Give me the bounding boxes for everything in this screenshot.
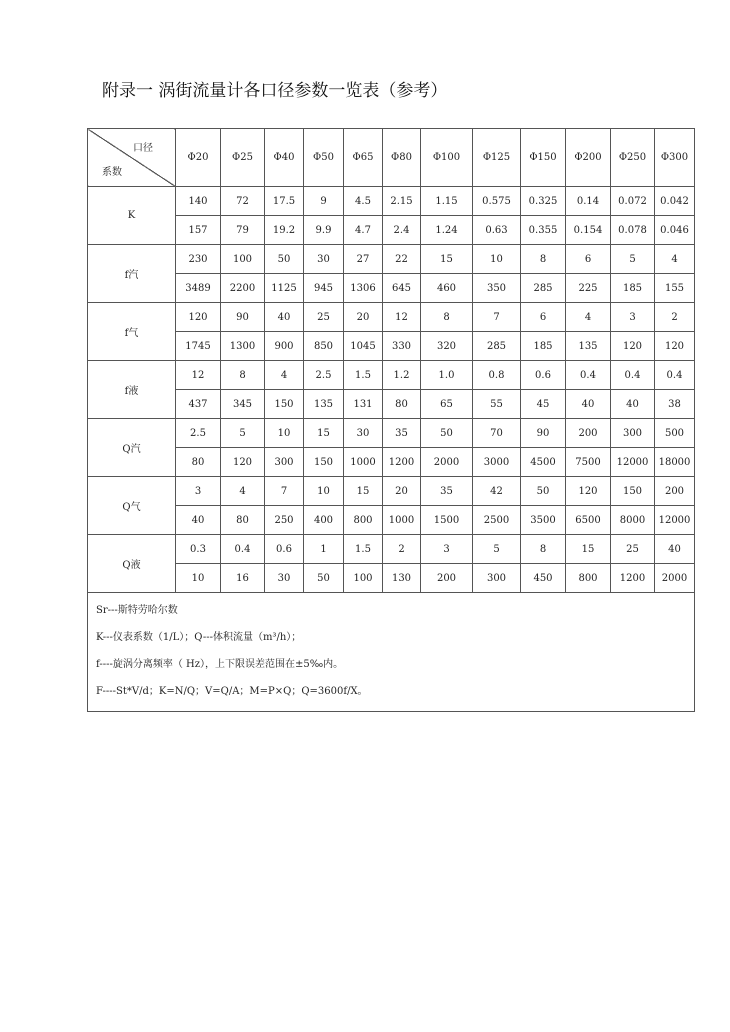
table-row (88, 535, 695, 564)
note-line: K---仪表系数（1/L）；Q---体积流量（m³/h）； (96, 632, 302, 643)
table-cell: 45 (521, 390, 566, 419)
table-cell: 55 (473, 390, 521, 419)
table-cell: 437 (176, 390, 221, 419)
table-cell: 7500 (566, 448, 611, 477)
table-cell: 150 (611, 477, 655, 506)
table-cell: 2.5 (304, 361, 344, 390)
table-cell: 120 (566, 477, 611, 506)
table-cell: 120 (221, 448, 265, 477)
table-cell: 1.5 (344, 535, 383, 564)
table-cell: 850 (304, 332, 344, 361)
column-header-cell: Φ50 (304, 129, 344, 187)
table-cell: 5 (221, 419, 265, 448)
table-cell: 8000 (611, 506, 655, 535)
table-cell: 79 (221, 216, 265, 245)
column-header-cell: Φ200 (566, 129, 611, 187)
table-cell: 4.5 (344, 187, 383, 216)
table-cell: 350 (473, 274, 521, 303)
table-cell: 0.4 (655, 361, 695, 390)
table-cell: 1.15 (421, 187, 473, 216)
corner-label-coefficient: 系数 (102, 167, 122, 178)
table-cell: 900 (265, 332, 304, 361)
table-row (88, 274, 695, 303)
table-cell: 3 (611, 303, 655, 332)
table-cell: 80 (176, 448, 221, 477)
table-cell: 15 (344, 477, 383, 506)
table-cell: 645 (383, 274, 421, 303)
table-cell: 12000 (611, 448, 655, 477)
table-cell: 300 (611, 419, 655, 448)
table-cell: 30 (344, 419, 383, 448)
table-cell: 5 (611, 245, 655, 274)
corner-label-diameter: 口径 (133, 143, 153, 154)
notes-cell (88, 593, 695, 712)
table-cell: 330 (383, 332, 421, 361)
table-cell: 3000 (473, 448, 521, 477)
table-cell: 450 (521, 564, 566, 593)
table-cell: 9 (304, 187, 344, 216)
table-cell: 7 (473, 303, 521, 332)
table-cell: 1306 (344, 274, 383, 303)
table-cell: 9.9 (304, 216, 344, 245)
table-cell: 12000 (655, 506, 695, 535)
table-row (88, 216, 695, 245)
table-cell: 90 (521, 419, 566, 448)
table-cell: 27 (344, 245, 383, 274)
table-cell: 50 (265, 245, 304, 274)
table-cell: 0.078 (611, 216, 655, 245)
table-cell: 800 (344, 506, 383, 535)
table-cell: 1000 (344, 448, 383, 477)
table-cell: 0.4 (566, 361, 611, 390)
page-title: 附录一 涡街流量计各口径参数一览表（参考） (102, 81, 448, 101)
table-cell: 200 (421, 564, 473, 593)
table-cell: 15 (421, 245, 473, 274)
table-cell: 25 (611, 535, 655, 564)
table-cell: 10 (265, 419, 304, 448)
table-cell: 4 (265, 361, 304, 390)
table-row (88, 332, 695, 361)
table-cell: 15 (304, 419, 344, 448)
table-cell: 80 (221, 506, 265, 535)
table-cell: 285 (473, 332, 521, 361)
table-cell: 135 (566, 332, 611, 361)
column-header-cell: Φ25 (221, 129, 265, 187)
table-cell: 300 (473, 564, 521, 593)
table-cell: 0.4 (611, 361, 655, 390)
column-header-cell: Φ250 (611, 129, 655, 187)
table-cell: 0.325 (521, 187, 566, 216)
table-row (88, 419, 695, 448)
table-cell: 2.15 (383, 187, 421, 216)
table-cell: 0.6 (521, 361, 566, 390)
table-cell: 50 (304, 564, 344, 593)
table-cell: 131 (344, 390, 383, 419)
table-cell: 2.5 (176, 419, 221, 448)
table-cell: 4 (566, 303, 611, 332)
table-cell: 20 (344, 303, 383, 332)
table-cell: 35 (383, 419, 421, 448)
table-row (88, 303, 695, 332)
row-group-label: Q汽 (88, 419, 176, 477)
table-cell: 4 (221, 477, 265, 506)
table-cell: 8 (521, 535, 566, 564)
table-cell: 40 (611, 390, 655, 419)
table-cell: 100 (221, 245, 265, 274)
table-cell: 1500 (421, 506, 473, 535)
table-cell: 185 (611, 274, 655, 303)
table-cell: 40 (265, 303, 304, 332)
table-cell: 2000 (655, 564, 695, 593)
table-cell: 25 (304, 303, 344, 332)
table-cell: 2 (655, 303, 695, 332)
table-cell: 1.0 (421, 361, 473, 390)
table-cell: 72 (221, 187, 265, 216)
table-cell: 0.3 (176, 535, 221, 564)
table-cell: 0.355 (521, 216, 566, 245)
table-cell: 2000 (421, 448, 473, 477)
table-cell: 0.072 (611, 187, 655, 216)
column-header-cell: Φ20 (176, 129, 221, 187)
table-row (88, 361, 695, 390)
table-row (88, 564, 695, 593)
column-header-cell: Φ150 (521, 129, 566, 187)
table-cell: 1125 (265, 274, 304, 303)
column-header-cell: Φ80 (383, 129, 421, 187)
notes-row (88, 593, 695, 712)
table-cell: 1 (304, 535, 344, 564)
note-line: F----St*V/d；K=N/Q；V=Q/A；M=P×Q；Q=3600f/X。 (96, 686, 368, 697)
table-cell: 5 (473, 535, 521, 564)
row-group-label: Q气 (88, 477, 176, 535)
table-cell: 19.2 (265, 216, 304, 245)
table-cell: 185 (521, 332, 566, 361)
corner-header-cell (88, 129, 176, 187)
table-cell: 320 (421, 332, 473, 361)
table-row (88, 187, 695, 216)
table-cell: 1200 (383, 448, 421, 477)
table-cell: 40 (566, 390, 611, 419)
column-header-cell: Φ100 (421, 129, 473, 187)
table-cell: 3 (176, 477, 221, 506)
table-cell: 50 (521, 477, 566, 506)
table-cell: 500 (655, 419, 695, 448)
table-cell: 10 (473, 245, 521, 274)
table-cell: 50 (421, 419, 473, 448)
table-cell: 2.4 (383, 216, 421, 245)
table-cell: 0.63 (473, 216, 521, 245)
table-cell: 200 (655, 477, 695, 506)
table-cell: 0.14 (566, 187, 611, 216)
table-cell: 70 (473, 419, 521, 448)
table-cell: 10 (304, 477, 344, 506)
column-header-cell: Φ40 (265, 129, 304, 187)
table-row (88, 390, 695, 419)
table-cell: 4.7 (344, 216, 383, 245)
row-group-label: K (88, 187, 176, 245)
table-cell: 16 (221, 564, 265, 593)
table-cell: 0.6 (265, 535, 304, 564)
column-header-cell: Φ300 (655, 129, 695, 187)
table-cell: 2200 (221, 274, 265, 303)
table-cell: 6 (566, 245, 611, 274)
table-cell: 6 (521, 303, 566, 332)
table-cell: 1000 (383, 506, 421, 535)
table-cell: 22 (383, 245, 421, 274)
table-cell: 8 (421, 303, 473, 332)
table-cell: 30 (304, 245, 344, 274)
table-cell: 17.5 (265, 187, 304, 216)
table-cell: 0.046 (655, 216, 695, 245)
table-cell: 12 (383, 303, 421, 332)
table-cell: 200 (566, 419, 611, 448)
table-cell: 0.154 (566, 216, 611, 245)
table-cell: 130 (383, 564, 421, 593)
table-row (88, 506, 695, 535)
row-group-label: f汽 (88, 245, 176, 303)
table-cell: 945 (304, 274, 344, 303)
table-cell: 4 (655, 245, 695, 274)
table-cell: 250 (265, 506, 304, 535)
table-cell: 40 (655, 535, 695, 564)
table-cell: 0.8 (473, 361, 521, 390)
table-cell: 8 (521, 245, 566, 274)
table-cell: 90 (221, 303, 265, 332)
table-cell: 3500 (521, 506, 566, 535)
table-cell: 80 (383, 390, 421, 419)
table-cell: 2500 (473, 506, 521, 535)
table-cell: 30 (265, 564, 304, 593)
table-cell: 800 (566, 564, 611, 593)
table-header-row (88, 129, 695, 187)
note-line: f----旋涡分离频率（ Hz），上下限误差范围在±5‰内。 (96, 659, 344, 670)
table-cell: 6500 (566, 506, 611, 535)
column-header-cell: Φ125 (473, 129, 521, 187)
table-cell: 120 (655, 332, 695, 361)
table-cell: 150 (265, 390, 304, 419)
parameter-table (87, 128, 695, 712)
table-cell: 1200 (611, 564, 655, 593)
table-cell: 460 (421, 274, 473, 303)
table-cell: 225 (566, 274, 611, 303)
table-cell: 38 (655, 390, 695, 419)
table-cell: 8 (221, 361, 265, 390)
table-cell: 0.4 (221, 535, 265, 564)
table-cell: 135 (304, 390, 344, 419)
table-cell: 15 (566, 535, 611, 564)
table-cell: 1.24 (421, 216, 473, 245)
table-cell: 100 (344, 564, 383, 593)
table-cell: 1745 (176, 332, 221, 361)
table-cell: 1045 (344, 332, 383, 361)
table-row (88, 477, 695, 506)
table-cell: 20 (383, 477, 421, 506)
table-cell: 150 (304, 448, 344, 477)
table-cell: 1.2 (383, 361, 421, 390)
table-cell: 2 (383, 535, 421, 564)
table-cell: 285 (521, 274, 566, 303)
table-cell: 155 (655, 274, 695, 303)
row-group-label: f液 (88, 361, 176, 419)
table-cell: 157 (176, 216, 221, 245)
table-cell: 18000 (655, 448, 695, 477)
table-cell: 3489 (176, 274, 221, 303)
table-cell: 10 (176, 564, 221, 593)
table-cell: 345 (221, 390, 265, 419)
row-group-label: f气 (88, 303, 176, 361)
table-cell: 35 (421, 477, 473, 506)
table-cell: 230 (176, 245, 221, 274)
row-group-label: Q液 (88, 535, 176, 593)
column-header-cell: Φ65 (344, 129, 383, 187)
table-cell: 0.042 (655, 187, 695, 216)
table-row (88, 448, 695, 477)
table-cell: 120 (611, 332, 655, 361)
table-cell: 4500 (521, 448, 566, 477)
table-cell: 65 (421, 390, 473, 419)
table-cell: 300 (265, 448, 304, 477)
table-cell: 1.5 (344, 361, 383, 390)
table-row (88, 245, 695, 274)
table-cell: 7 (265, 477, 304, 506)
note-line: Sr---斯特劳哈尔数 (96, 605, 178, 616)
table-cell: 42 (473, 477, 521, 506)
table-cell: 140 (176, 187, 221, 216)
table-cell: 0.575 (473, 187, 521, 216)
table-cell: 120 (176, 303, 221, 332)
table-cell: 40 (176, 506, 221, 535)
table-cell: 1300 (221, 332, 265, 361)
table-cell: 400 (304, 506, 344, 535)
table-cell: 12 (176, 361, 221, 390)
table-cell: 3 (421, 535, 473, 564)
